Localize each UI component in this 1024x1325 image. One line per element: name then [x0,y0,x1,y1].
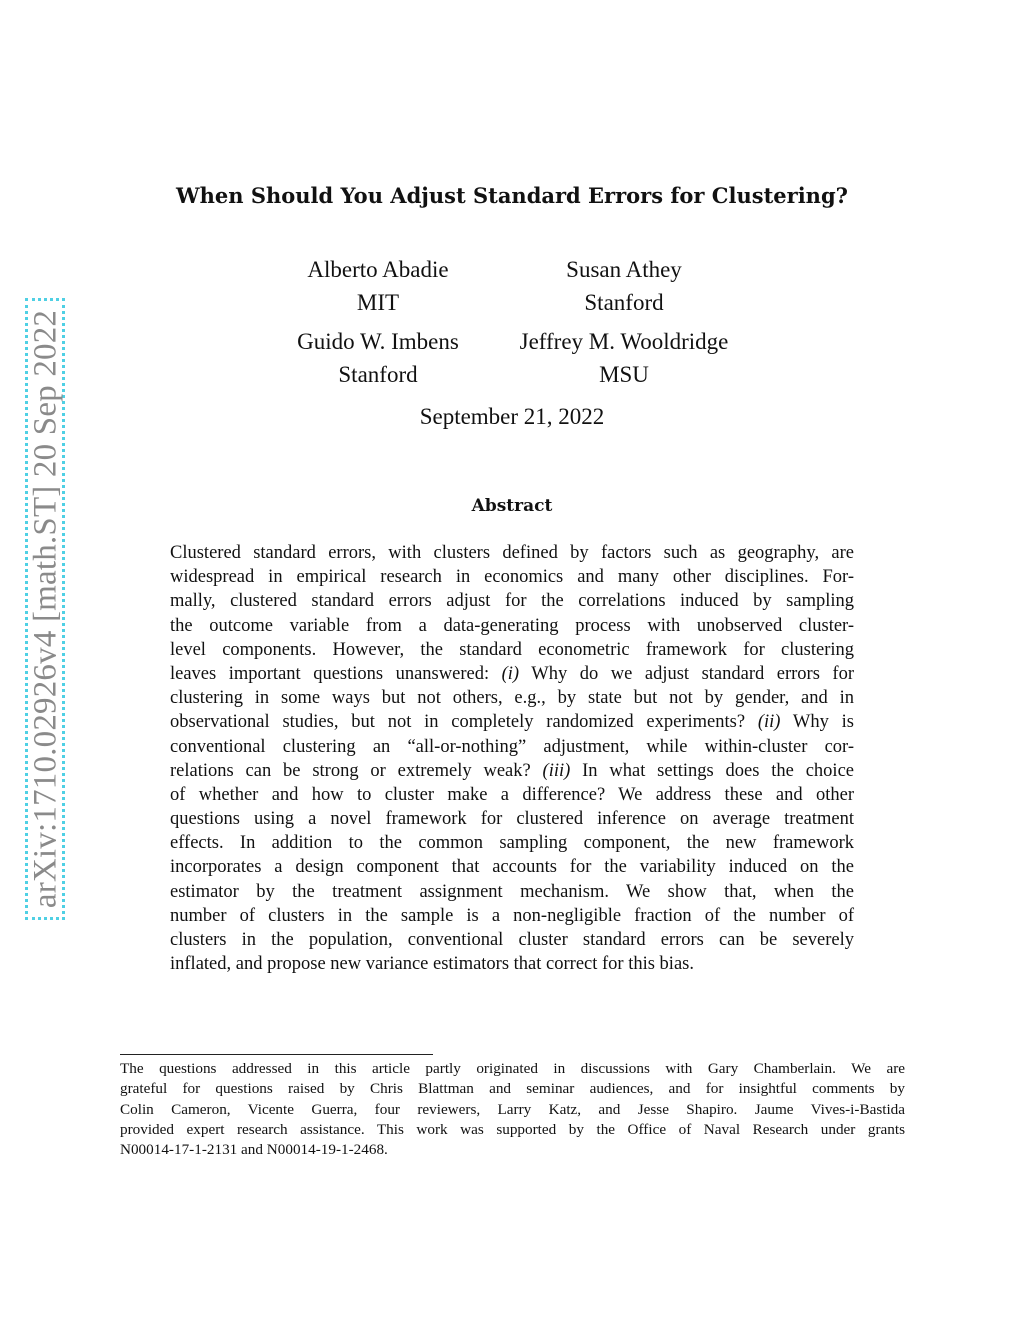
footnote-rule [120,1054,433,1055]
abstract-line: Clustered standard errors, with clusters defined by factors such as geography, are [170,543,854,563]
author-block [474,253,774,319]
abstract-line: number of clusters in the sample is a non-negligible fraction of the number of [170,905,854,926]
abstract-line: estimator by the treatment assignment mechanism. We show that, when the [170,881,854,902]
footnote-line: grateful for questions raised by Chris Blattman and seminar audiences, and for insightful comments by [120,1080,905,1098]
author-affiliation: MSU [599,362,649,387]
abstract-text: Why is [780,712,854,733]
abstract-line [170,759,854,783]
author-name: Alberto Abadie [307,257,449,282]
paper-title: When Should You Adjust Standard Errors for Clustering? [176,183,848,208]
footnote [120,1059,905,1160]
question-marker: (iii) [542,760,571,781]
abstract-line: of whether and how to cluster make a difference? We address these and other [170,784,854,805]
abstract-line: the outcome variable from a data-generating process with unobserved cluster- [170,615,854,636]
footnote-line: provided expert research assistance. This work was supported by the Office of Naval Research under grants [120,1120,905,1138]
paper-date: September 21, 2022 [419,404,605,429]
abstract-text: Why do we adjust standard errors for [519,663,854,684]
author-affiliation: Stanford [338,362,418,387]
question-marker: (ii) [757,712,781,733]
abstract-line: level components. However, the standard econometric framework for clustering [170,639,854,660]
author-block [474,325,774,391]
abstract-line: effects. In addition to the common sampling component, the new framework [170,833,854,854]
abstract-line: conventional clustering an “all-or-nothing” adjustment, while within-cluster cor- [170,736,854,757]
abstract-line: mally, clustered standard errors adjust for the correlations induced by sampling [170,591,854,612]
abstract-line: widespread in empirical research in economics and many other disciplines. For- [170,567,854,588]
abstract-text: relations can be strong or extremely weak? [170,760,543,781]
abstract-line: questions using a novel framework for clustered inference on average treatment [170,809,854,830]
abstract-line: clusters in the population, conventional cluster standard errors can be severely [170,930,854,950]
abstract-text: observational studies, but not in completely randomized experiments? [170,712,758,733]
abstract-line [170,662,854,686]
abstract-line: incorporates a design component that accounts for the variability induced on the [170,857,854,878]
author-affiliation: MIT [356,290,400,315]
abstract-body [170,541,854,976]
author-name: Guido W. Imbens [297,329,459,354]
footnote-line: The questions addressed in this article partly originated in discussions with Gary Chamberlain. We are [120,1060,905,1077]
abstract-text: leaves important questions unanswered: [170,663,502,684]
abstract-line: clustering in some ways but not others, e.g., by state but not by gender, and in [170,688,854,709]
author-affiliation: Stanford [584,290,664,315]
footnote-line: Colin Cameron, Vicente Guerra, four reviewers, Larry Katz, and Jesse Shapiro. Jaume Vives-i-Bastida [120,1100,905,1118]
question-marker: (i) [501,663,520,684]
abstract-line: inflated, and propose new variance estimators that correct for this bias. [170,954,694,975]
abstract-line [170,710,854,734]
author-name: Jeffrey M. Wooldridge [519,329,729,354]
abstract-heading: Abstract [471,496,553,516]
arxiv-identifier: arXiv:1710.02926v4 [math.ST] 20 Sep 2022 [27,309,64,909]
abstract-text: In what settings does the choice [570,760,854,781]
author-name: Susan Athey [566,257,682,282]
footnote-line: N00014-17-1-2131 and N00014-19-1-2468. [120,1141,388,1159]
